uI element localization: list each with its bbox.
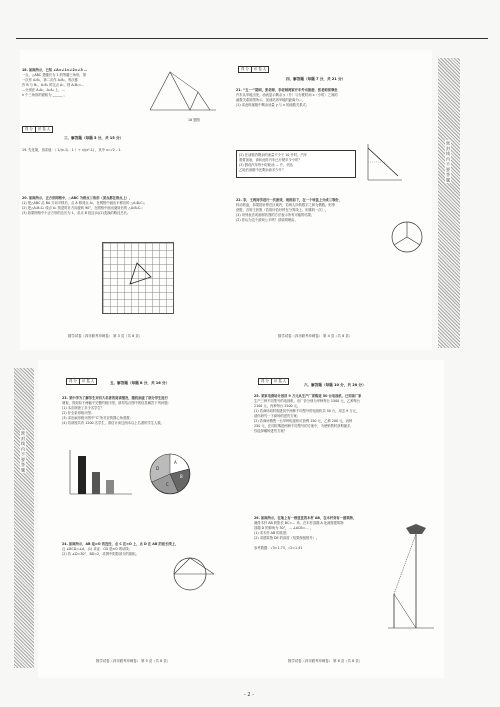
section5-title: 五、解答题（每题 8 分，共 16 分） <box>110 381 170 385</box>
binding-strip-top <box>438 58 460 348</box>
exam-page-4: 得 分 评 卷 人 四、解答题（每题 7 分，共 21 分） 21. “五·一”期间，张老师、李老师两家开车外出旅游，张老师家乘坐 汽车从甲地出发，油表显示剩余 y（升）与行驶时间 x（小时）之间的 函数关系如图所示，加油站到甲地的距离为…， (1) 求此时邮箱中剩余油量 y 与 x 的函数关系式； (2) 在油箱内剩余的油量不少于 10 升时，汽车 需要加油，请问此时汽车已行驶多少小时？ (3) 假设汽车每小时耗油 … 升，到达 乙地后油箱中还剩余油多少升？ 22. 李，王两同学进行一次游戏，规则如下，在一个转盘上分成三等份， 转动转盘，如果指针停在区域内，若两人所转数字之和为偶数，则李 获胜，否则王获胜（若指针恰好停在分界线上，则重转一次）， (1) 用列表法或画树状图的方法表示所有可能的结果； (2) 你认为这个游戏公平吗？请说明理由。 数学试卷（四市联考冲刺卷） 第 4 页（共 8 页） <box>232 50 432 350</box>
q26-building-figure <box>386 524 436 634</box>
sheet-page-number: - 2 - <box>244 692 254 698</box>
section3-title: 三、解答题（每题 5 分，共 15 分） <box>64 136 124 140</box>
page5-footer: 数学试卷（四市联考冲刺卷） 第 5 页（共 8 页） <box>96 659 171 663</box>
pie-label-a: A <box>174 460 177 465</box>
q21-line-graph <box>364 142 404 184</box>
section4-title: 四、解答题（每题 7 分，共 21 分） <box>286 77 346 81</box>
q19-text: 19. 先化简，再求值：（ 1/(x-1) - 1 ）÷ x/(x²-1) ，其中 x=√2 - 1. <box>22 148 122 152</box>
q22-spinner-figure <box>390 220 424 254</box>
exam-page-6: 得 分 评 卷 人 六、解答题（每题 10 分，共 20 分） 25. 某家电商场计划用 9 万元从生产厂家购进 50 台电视机，已知该厂家 生产三种不同型号的电视机，出厂价分别为甲种每台 1500 元，乙种每台 2100 元，丙种每台 2500 元。 (1) 若商场同时购进其中两种不同型号的电视机共 50 台，用去 9 万元， 请你研究一下商场的进货方案； (2) 若商场销售一台甲种电视机可获利 150 元，乙种 200 元，丙种 250 元，在同时购进两种不同型号的方案中，为使销售时获利最多， 你选择哪种进货方案？ 26. 如图所示，在地上有一根竖直的木杆 AB，在木杆旁有一建筑物， 测得木杆 AB 的影长 BC=… 米，在木杆顶端 A 处测得建筑物 顶端 D 的仰角为 30°，… ∠ACB=… ， (1) 求木杆 AB 的高度； (2) 求建筑物 DE 的高度（结果保留根号）。 参考数据：√3≈1.73，√2≈1.41 数学试卷（四市联考冲刺卷） 第 6 页（共 8 页） <box>248 360 444 678</box>
binding-strip-bottom <box>14 368 34 668</box>
pie-label-d: D <box>156 466 160 471</box>
q21-subparts-box: (2) 在油箱内剩余的油量不少于 10 升时，汽车 需要加油，请问此时汽车已行驶多少小时？ (3) 假设汽车每小时耗油 … 升，到达 乙地后油箱中还剩余油多少升？ <box>236 150 356 178</box>
page4-footer: 数学试卷（四市联考冲刺卷） 第 4 页（共 8 页） <box>278 334 353 338</box>
q23-bar-chart <box>66 448 136 498</box>
pie-label-b: B <box>180 474 183 479</box>
q18-figure-caption: 18 题图 <box>188 118 200 122</box>
page3-footer: 数学试卷（四市联考冲刺卷） 第 3 页（共 8 页） <box>68 334 143 338</box>
score-box-section6: 得 分 评 卷 人 <box>258 378 289 385</box>
binding-strip-label-top: 密 封 线 内 不 要 答 题 <box>446 141 451 182</box>
exam-page-5: 得 分 评 卷 人 五、解答题（每题 8 分，共 16 分） 23. 某中学为了解学生对四大名著的阅读情况，随机抽查了部分学生进行 调查，得到如下两幅不完整的统计图，请你结合图中的信息解答下列问题： (1) 本次调查了多少名学生？ (2) 补全条形统计图； (3) 求出扇形统计图中“C”所对应的圆心角度数； (4) 若该校共有 1200 名学生，请估计读过两本以上名著的学生人数。 A B C D 24. 如图所示，AB 是⊙O 的直径，点 C 在⊙O 上，点 D 在 AB 的延长线上， 且 ∠BCD=∠A，(1) 求证：CD 是⊙O 的切线； (2) 若 ∠D=30°，BD=2，求图中阴影部分的面积。 数学试卷（四市联考冲刺卷） 第 5 页（共 8 页） <box>38 360 248 678</box>
q23-pie-chart <box>148 452 192 496</box>
score-box-section3: 得 分 评 卷 人 <box>22 126 53 133</box>
page6-footer: 数学试卷（四市联考冲刺卷） 第 6 页（共 8 页） <box>288 659 363 663</box>
q24-circle-figure <box>170 554 216 594</box>
section6-title: 六、解答题（每题 10 分，共 20 分） <box>304 383 366 387</box>
score-box-section4: 得 分 评 卷 人 <box>238 66 269 73</box>
binding-strip-label-bottom: 密 封 线 内 不 要 答 题 <box>21 431 26 472</box>
q18-triangle-figure <box>148 70 218 115</box>
exam-page-3: 18. 如图所示，已知 ∠A=∠1=∠2=∠3 … 一点，△ABC 是腰长为 1 的等腰三角形，第 一次作 A₁B₁，第二次作 A₂B₂，每次都 作 B 与 B₁，A₁B₁ 的交点 A₂，则 A₂B₂=… …分别在 A₁A₂，A₂A₃ 上，… n 个三角形的面积为 ______ 。 18 题图 得 分 评 卷 人 三、解答题（每题 5 分，共 15 分） 19. 先化简，再求值：（ 1/(x-1) - 1 ）÷ x/(x²-1) ，其中 x=√2 - 1. 20. 如图所示，正方形网格中，△ABC 为格点三角形（顶点都在格点上）， (1) 把△ABC 沿 BA 方向平移后，点 A 移到点 A₁，在网格中画出平移后的 △A₁B₁C₁； (2) 把△A₁B₁C₁ 绕点 A₁ 按逆时针方向旋转 90°，在网格中画出旋转后的 △A₁B₂C₂； (3) 如果网格中小正方形的边长为 1，求点 B 经过(1)(2)变换的路径总长。 数学试卷（四市联考冲刺卷） 第 3 页（共 8 页） <box>20 50 232 350</box>
score-box-section5: 得 分 评 卷 人 <box>66 378 97 385</box>
top-rule <box>16 38 488 39</box>
pie-label-c: C <box>166 482 169 487</box>
q20-triangle <box>102 242 172 312</box>
